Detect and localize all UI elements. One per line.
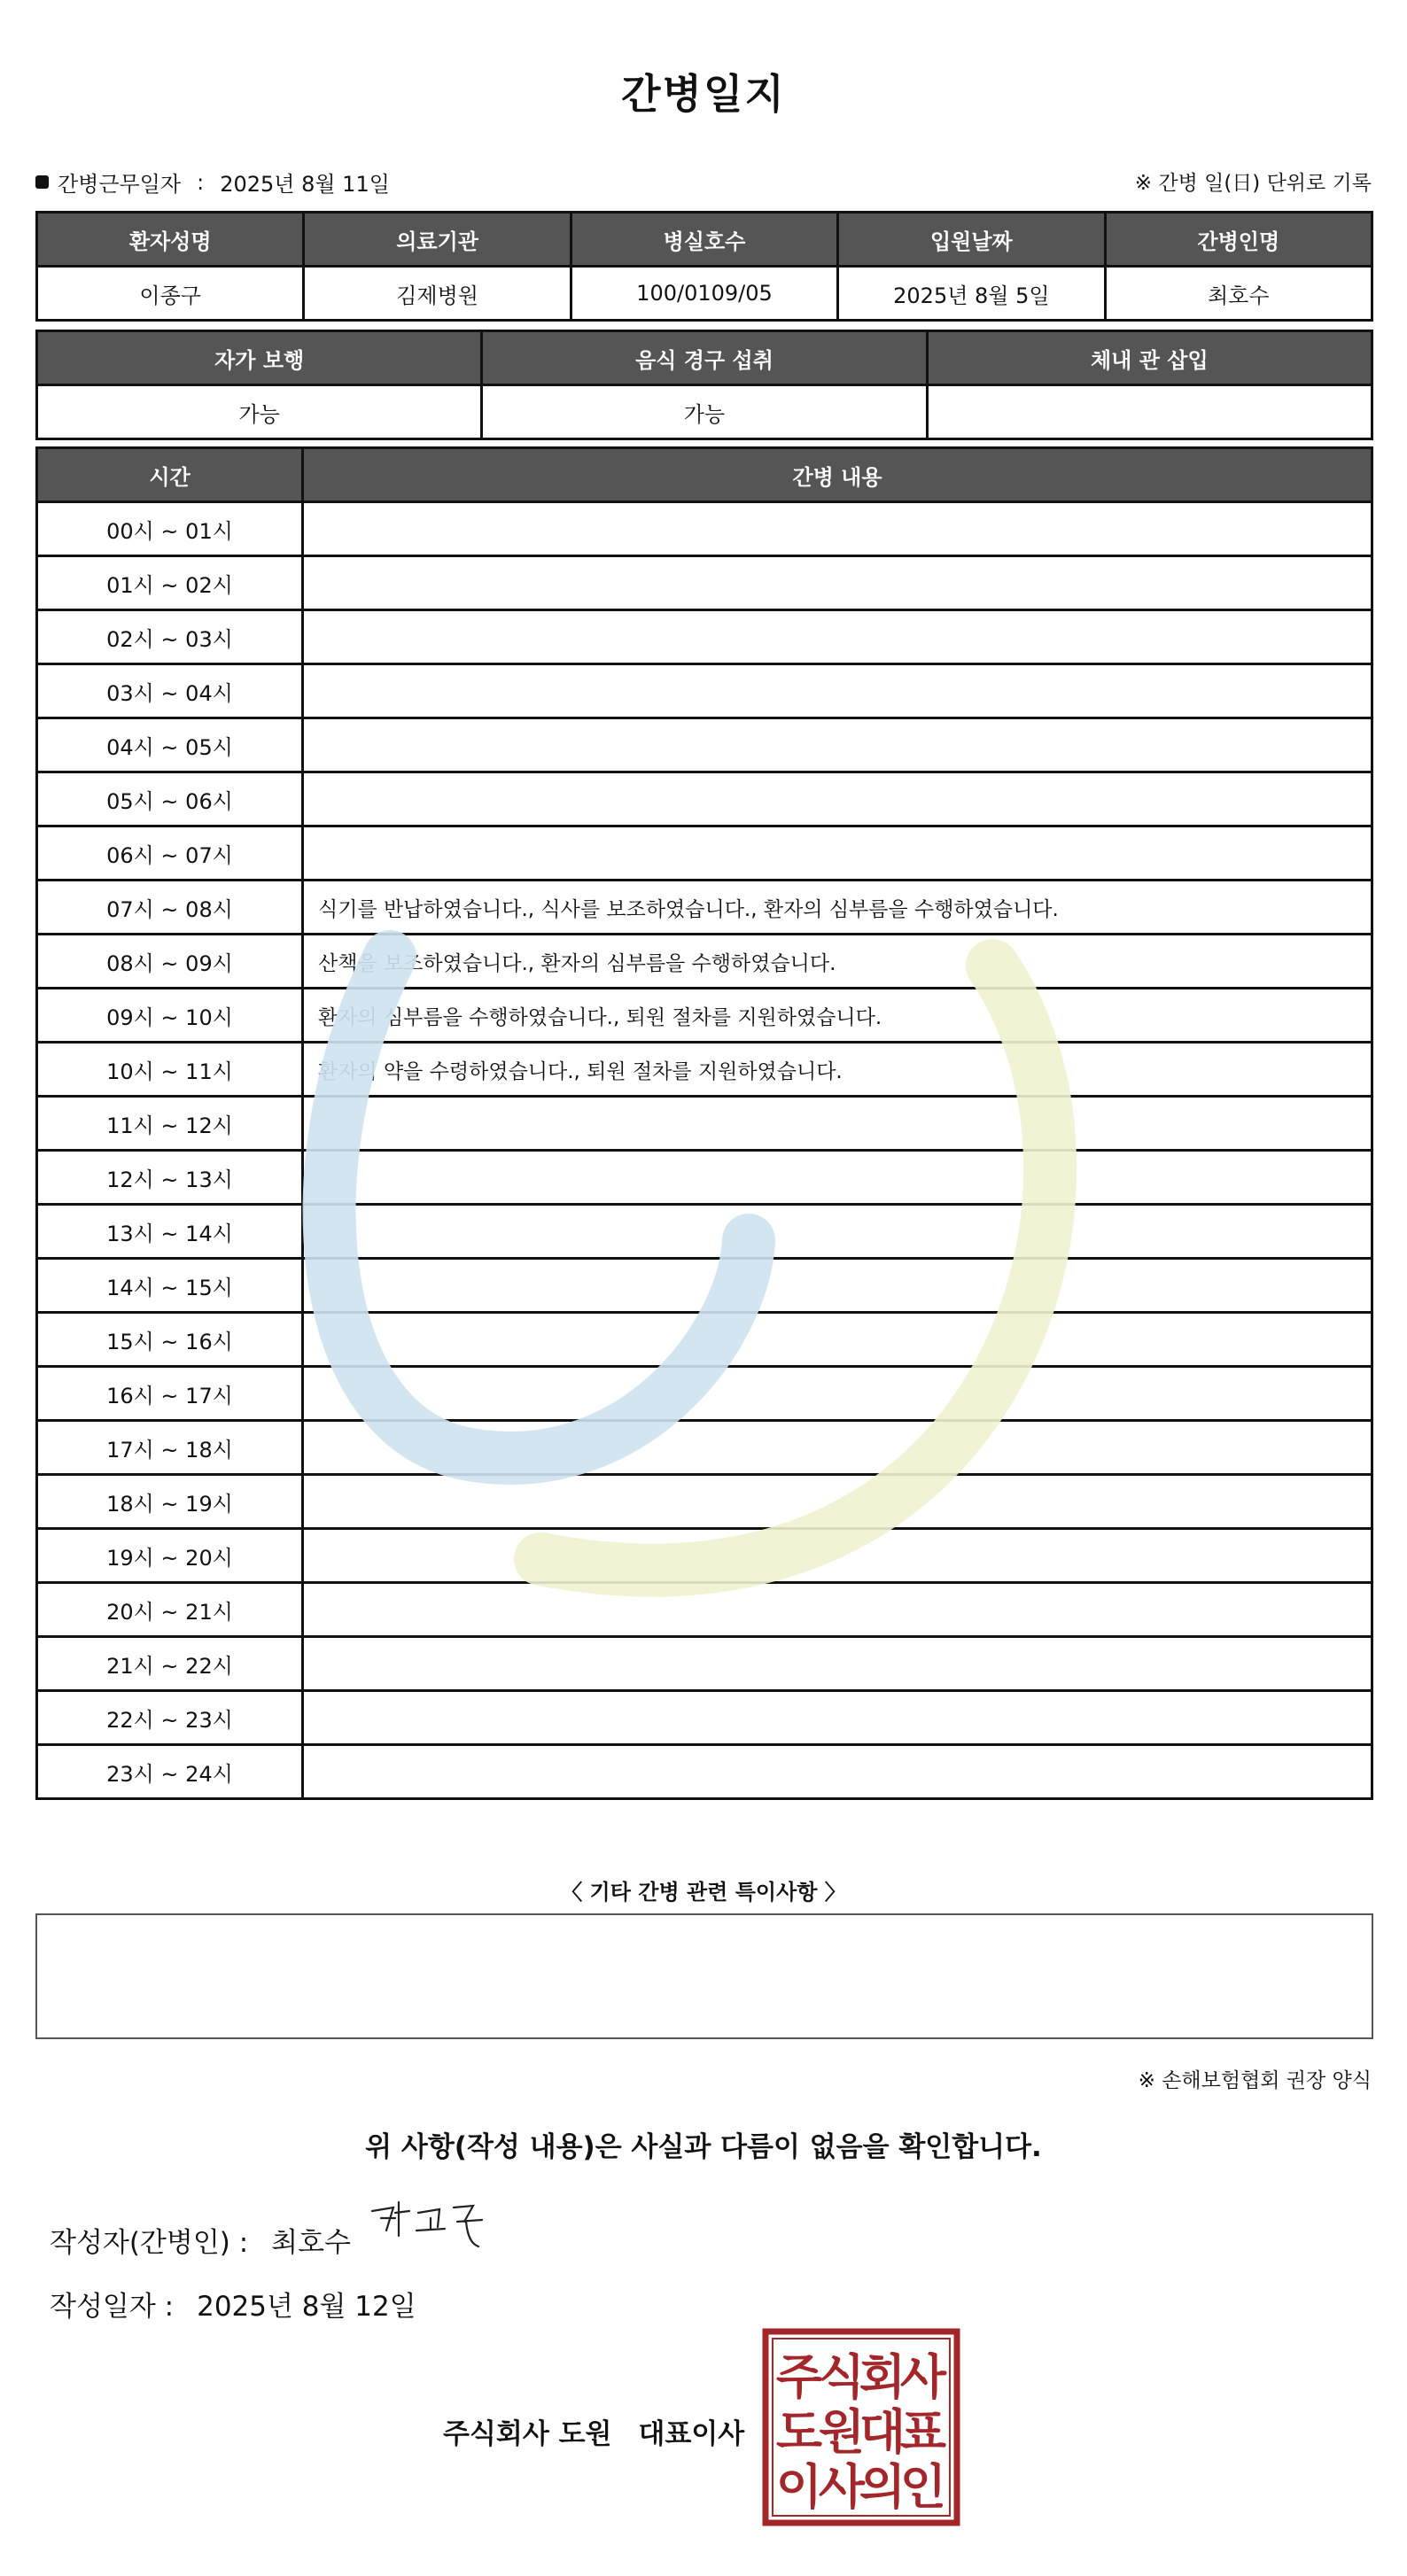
patient-table — [35, 211, 1373, 322]
svg-text:인: 인 — [899, 2459, 947, 2515]
self-walking-value: 가능 — [37, 385, 482, 439]
care-content-cell: 식기를 반납하였습니다., 식사를 보조하였습니다., 환자의 심부름을 수행하였습니다. — [303, 881, 1372, 935]
time-cell: 17시 ~ 18시 — [37, 1421, 303, 1475]
header-patient-name: 환자성명 — [37, 213, 304, 267]
written-date-label: 작성일자 : — [50, 2291, 175, 2323]
care-content-cell — [303, 1205, 1372, 1259]
time-cell: 11시 ~ 12시 — [37, 1097, 303, 1151]
time-cell: 00시 ~ 01시 — [37, 502, 303, 556]
room-number: 100/0109/05 — [571, 267, 837, 321]
care-log-body — [37, 502, 1372, 1799]
table-row — [37, 1583, 1372, 1637]
care-content-cell — [303, 1421, 1372, 1475]
care-content-cell — [303, 1529, 1372, 1583]
patient-name: 이종구 — [37, 267, 304, 321]
table-row — [37, 664, 1372, 718]
table-row — [37, 989, 1372, 1043]
header-oral-intake: 음식 경구 섭취 — [482, 331, 927, 385]
company-name: 주식회사 도원 — [443, 2418, 612, 2450]
svg-text:사: 사 — [818, 2459, 866, 2515]
time-cell: 15시 ~ 16시 — [37, 1313, 303, 1367]
header-time: 시간 — [37, 448, 303, 502]
meta-row — [35, 167, 1372, 198]
status-table — [35, 330, 1373, 440]
header-admission-date: 입원날짜 — [838, 213, 1105, 267]
time-cell: 19시 ~ 20시 — [37, 1529, 303, 1583]
table-row — [37, 1367, 1372, 1421]
svg-text:이: 이 — [775, 2459, 823, 2515]
time-cell: 09시 ~ 10시 — [37, 989, 303, 1043]
care-content-cell — [303, 1637, 1372, 1691]
recommendation-note: ※ 손해보험협회 권장 양식 — [1138, 2069, 1372, 2092]
care-content-cell — [303, 556, 1372, 610]
header-room-number: 병실호수 — [571, 213, 837, 267]
table-row — [37, 772, 1372, 826]
care-content-cell — [303, 502, 1372, 556]
time-cell: 12시 ~ 13시 — [37, 1151, 303, 1205]
svg-text:도: 도 — [775, 2404, 823, 2460]
special-notes-title: 〈 기타 간병 관련 특이사항 〉 — [561, 1880, 846, 1905]
status-table-value-row — [37, 385, 1372, 439]
table-row — [37, 826, 1372, 881]
work-date-separator: : — [197, 169, 205, 195]
time-cell: 18시 ~ 19시 — [37, 1475, 303, 1529]
header-caregiver-name: 간병인명 — [1105, 213, 1372, 267]
table-row — [37, 881, 1372, 935]
care-content-cell — [303, 664, 1372, 718]
company-seal-stamp — [762, 2328, 960, 2526]
table-row — [37, 1745, 1372, 1799]
time-cell: 08시 ~ 09시 — [37, 935, 303, 989]
patient-table-header-row — [37, 213, 1372, 267]
written-date-value: 2025년 8월 12일 — [197, 2291, 416, 2323]
patient-table-value-row — [37, 267, 1372, 321]
bullet-icon — [35, 175, 49, 189]
admission-date: 2025년 8월 5일 — [838, 267, 1105, 321]
confirmation-text: 위 사항(작성 내용)은 사실과 다름이 없음을 확인합니다. — [365, 2131, 1042, 2163]
writer-name: 최호수 — [271, 2227, 352, 2259]
time-cell: 20시 ~ 21시 — [37, 1583, 303, 1637]
care-content-cell: 환자의 심부름을 수행하였습니다., 퇴원 절차를 지원하였습니다. — [303, 989, 1372, 1043]
table-row — [37, 718, 1372, 772]
time-cell: 05시 ~ 06시 — [37, 772, 303, 826]
time-cell: 02시 ~ 03시 — [37, 610, 303, 664]
unit-note: ※ 간병 일(日) 단위로 기록 — [1134, 172, 1372, 195]
svg-text:표: 표 — [899, 2404, 947, 2460]
care-content-cell — [303, 826, 1372, 881]
care-content-cell — [303, 1097, 1372, 1151]
table-row — [37, 1205, 1372, 1259]
care-content-cell — [303, 718, 1372, 772]
time-cell: 13시 ~ 14시 — [37, 1205, 303, 1259]
header-hospital: 의료기관 — [304, 213, 571, 267]
table-row — [37, 1421, 1372, 1475]
table-row — [37, 610, 1372, 664]
time-cell: 06시 ~ 07시 — [37, 826, 303, 881]
svg-text:원: 원 — [818, 2404, 866, 2460]
care-content-cell — [303, 610, 1372, 664]
time-cell: 16시 ~ 17시 — [37, 1367, 303, 1421]
care-content-cell — [303, 1151, 1372, 1205]
time-cell: 22시 ~ 23시 — [37, 1691, 303, 1745]
table-row — [37, 1259, 1372, 1313]
writer-line — [50, 2220, 351, 2260]
work-date-value: 2025년 8월 11일 — [220, 172, 390, 197]
oral-intake-value: 가능 — [482, 385, 927, 439]
care-content-cell — [303, 1583, 1372, 1637]
handwritten-signature — [369, 2195, 501, 2257]
table-row — [37, 935, 1372, 989]
written-date-line — [50, 2284, 416, 2324]
care-content-cell — [303, 1259, 1372, 1313]
caregiver-name: 최호수 — [1105, 267, 1372, 321]
time-cell: 21시 ~ 22시 — [37, 1637, 303, 1691]
time-cell: 04시 ~ 05시 — [37, 718, 303, 772]
special-notes-box — [35, 1913, 1373, 2039]
table-row — [37, 1691, 1372, 1745]
company-representative: 대표이사 — [638, 2418, 745, 2450]
table-row — [37, 556, 1372, 610]
time-cell: 23시 ~ 24시 — [37, 1745, 303, 1799]
writer-label: 작성자(간병인) : — [50, 2227, 249, 2259]
work-date — [35, 167, 390, 198]
header-care-content: 간병 내용 — [303, 448, 1372, 502]
tube-insertion-value — [927, 385, 1372, 439]
table-row — [37, 1097, 1372, 1151]
care-content-cell — [303, 1691, 1372, 1745]
table-row — [37, 1475, 1372, 1529]
care-content-cell — [303, 1745, 1372, 1799]
care-content-cell — [303, 1367, 1372, 1421]
work-date-label: 간병근무일자 — [58, 172, 182, 197]
care-content-cell — [303, 772, 1372, 826]
hospital-name: 김제병원 — [304, 267, 571, 321]
svg-text:사: 사 — [899, 2349, 947, 2405]
svg-text:대: 대 — [859, 2404, 906, 2460]
table-row — [37, 1529, 1372, 1583]
time-cell: 14시 ~ 15시 — [37, 1259, 303, 1313]
table-row — [37, 1151, 1372, 1205]
care-content-cell — [303, 1313, 1372, 1367]
page-title: 간병일지 — [621, 70, 786, 118]
svg-text:의: 의 — [859, 2459, 906, 2515]
svg-text:식: 식 — [818, 2349, 866, 2405]
table-row — [37, 502, 1372, 556]
care-log-table — [35, 446, 1373, 1800]
time-cell: 03시 ~ 04시 — [37, 664, 303, 718]
company-line — [443, 2411, 744, 2451]
header-self-walking: 자가 보행 — [37, 331, 482, 385]
svg-text:회: 회 — [859, 2349, 906, 2405]
header-tube-insertion: 체내 관 삽입 — [927, 331, 1372, 385]
care-content-cell: 산책을 보조하였습니다., 환자의 심부름을 수행하였습니다. — [303, 935, 1372, 989]
table-row — [37, 1637, 1372, 1691]
care-content-cell — [303, 1475, 1372, 1529]
table-row — [37, 1313, 1372, 1367]
status-table-header-row — [37, 331, 1372, 385]
time-cell: 10시 ~ 11시 — [37, 1043, 303, 1097]
time-cell: 07시 ~ 08시 — [37, 881, 303, 935]
time-cell: 01시 ~ 02시 — [37, 556, 303, 610]
care-log-header-row — [37, 448, 1372, 502]
care-content-cell: 환자의 약을 수령하였습니다., 퇴원 절차를 지원하였습니다. — [303, 1043, 1372, 1097]
table-row — [37, 1043, 1372, 1097]
svg-text:주: 주 — [775, 2349, 823, 2405]
